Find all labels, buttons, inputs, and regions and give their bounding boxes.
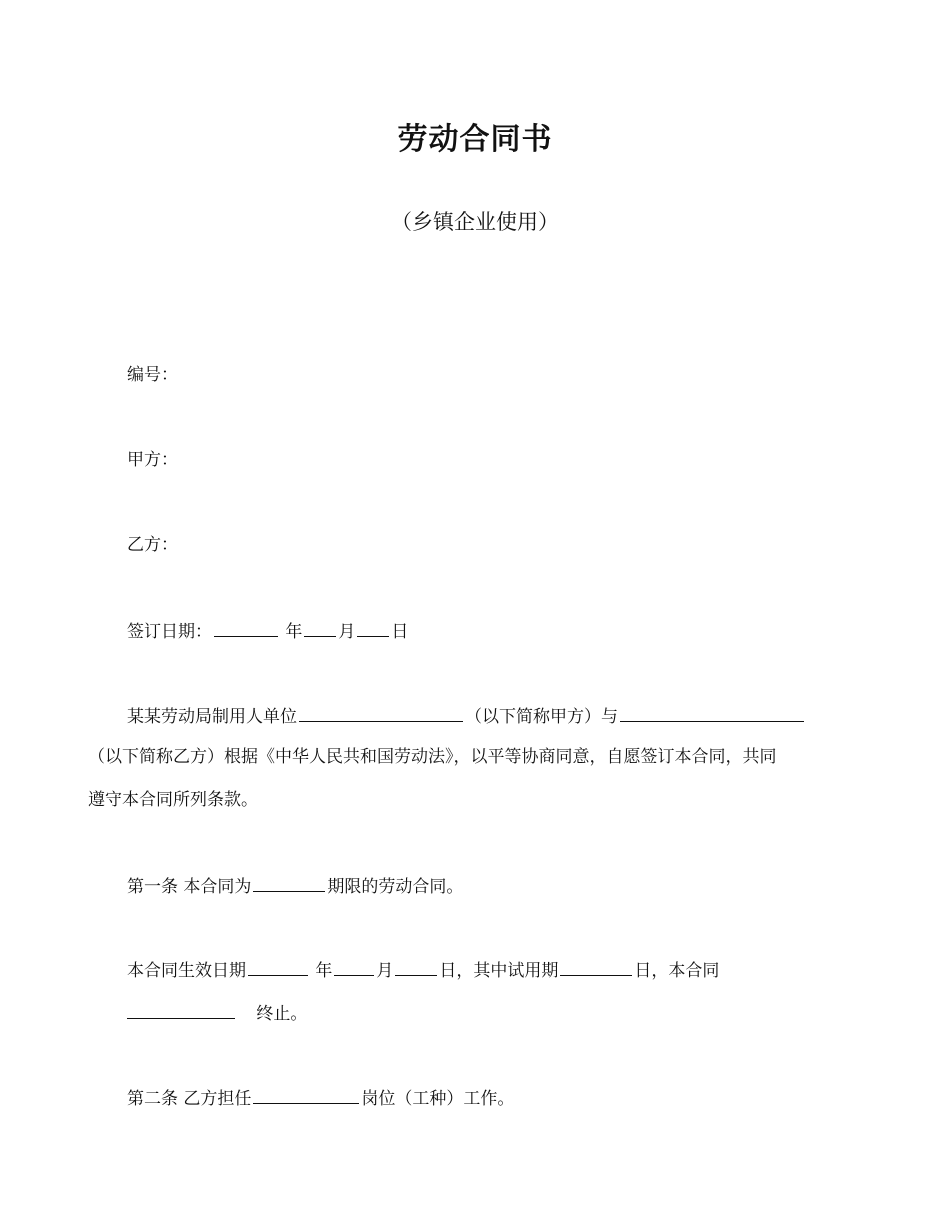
effective-trial-label: 日，其中试用期 [439,961,559,981]
employer-blank[interactable] [299,703,463,722]
party-a-line [127,448,178,472]
article-2-text-1: 第二条 乙方担任 [127,1089,252,1109]
effective-month-label: 月 [376,961,394,981]
termination-line [127,1000,307,1026]
document-subtitle: （乡镇企业使用） [391,210,559,234]
party-a-label: 甲方： [127,450,178,470]
intro-text-3: （以下简称乙方）根据《中华人民共和国劳动法》，以平等协商同意，自愿签订本合同，共同 [88,747,777,767]
document-title: 劳动合同书 [397,122,553,157]
intro-text-1: 某某劳动局制用人单位 [127,707,297,727]
contract-term-blank[interactable] [253,873,325,892]
sign-date-label: 签订日期： [127,622,212,642]
effective-year-blank[interactable] [248,957,308,976]
effective-day-blank[interactable] [395,957,437,976]
sign-day-label: 日 [391,622,409,642]
employee-blank[interactable] [620,703,804,722]
effective-date-line [127,957,719,983]
intro-text-4: 遵守本合同所列条款。 [88,790,258,810]
article-2-text-2: 岗位（工种）工作。 [361,1089,515,1109]
article-1-line [127,873,463,899]
effective-text-1: 本合同生效日期 [127,961,246,981]
effective-end-label: 日，本合同 [634,961,720,981]
sign-month-blank[interactable] [304,618,336,637]
termination-date-blank[interactable] [127,1000,235,1019]
article-1-text-1: 第一条 本合同为 [127,877,252,897]
party-b-label: 乙方： [127,535,178,555]
sign-date-line [127,618,408,644]
contract-number-label: 编号： [127,365,178,385]
termination-label: 终止。 [256,1004,308,1024]
intro-text-2: （以下简称甲方）与 [465,707,618,727]
intro-line-2 [88,745,777,769]
sign-year-blank[interactable] [214,618,278,637]
article-2-line [127,1085,514,1111]
intro-line-1 [127,703,806,729]
sign-month-label: 月 [338,622,356,642]
trial-period-blank[interactable] [560,957,632,976]
effective-month-blank[interactable] [334,957,374,976]
party-b-line [127,533,178,557]
sign-day-blank[interactable] [357,618,389,637]
sign-year-label: 年 [285,622,303,642]
intro-line-3 [88,788,258,812]
contract-number-line [127,363,178,387]
effective-year-label: 年 [315,961,333,981]
article-1-text-2: 期限的劳动合同。 [327,877,464,897]
position-blank[interactable] [253,1085,359,1104]
